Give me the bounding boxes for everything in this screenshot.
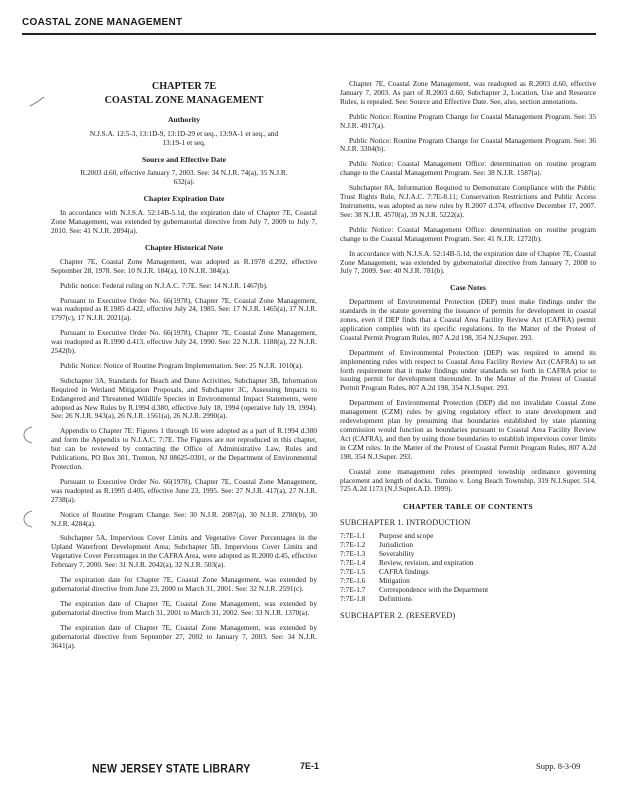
source-heading: Source and Effective Date bbox=[141, 154, 226, 164]
left-column bbox=[51, 80, 317, 656]
toc-section-number: 7:7E-1.7 bbox=[340, 584, 366, 594]
toc-section-number: 7:7E-1.2 bbox=[340, 540, 366, 550]
history-note: Chapter 7E, Coastal Zone Management, was readopted as R.2003 d.60, effective January 7, 2003. As part of R.2003 d.60, Subchapter 2, Location, Use and Resource Rules, is repealed. See: Source and Effective Date. See, also, section annotations. bbox=[340, 79, 596, 106]
toc-section-number: 7:7E-1.3 bbox=[340, 548, 366, 558]
running-title: COASTAL ZONE MANAGEMENT bbox=[22, 17, 183, 28]
history-note: Public Notice: Coastal Management Office: determination on routine program change to the Coastal Management Program. See: 41 N.J.R. 1272(b). bbox=[340, 224, 596, 243]
authority-heading: Authority bbox=[167, 114, 201, 124]
toc-section-title: Purpose and scope bbox=[379, 531, 434, 541]
toc-section-title: Definitions bbox=[379, 593, 412, 603]
toc-list bbox=[340, 532, 596, 603]
supplement-date: Supp. 8-3-09 bbox=[536, 761, 581, 771]
history-note: The expiration date of Chapter 7E, Coastal Zone Management, was extended by gubernatorial directive from March 31, 2001 to March 31, 2002. See: 33 N.J.R. 1370(a). bbox=[51, 598, 317, 617]
chapter-title: COASTAL ZONE MANAGEMENT bbox=[104, 94, 264, 106]
source-text: R.2003 d.60, effective January 7, 2003. See: 34 N.J.R. 74(a), 35 N.J.R. 632(a). bbox=[80, 168, 288, 187]
page-number: 7E-1 bbox=[300, 761, 320, 771]
history-note: Subchapter 3A, Standards for Beach and Dune Activities, Subchapter 3B, Information Required in Wetland Mitigation Proposals, and Subchapter 3C, Assessing Impacts to Endangered and Threatened Wildlife Species in Environmental Impact Statements, were adopted as New Rules by R.1994 d.380, effective July 18, 1994 (operative July 19, 1994). See: 26 N.J.R. 943(a), 26 N.J.R. 1561(a), 26 N.J.R. 2990(a). bbox=[51, 375, 317, 421]
history-note: Appendix to Chapter 7E: Figures 1 through 16 were adopted as a part of R.1994 d.380 and form the Appendix to N.J.A.C. 7:7E. The Figures are not reproduced in this chapter, but can be reviewed by contacting the Office of Administrative Law, Rules and Publications, PO Box 301, Trenton, NJ 08625-0301, or the Department of Environmental Protection. bbox=[51, 426, 317, 471]
history-note: Chapter 7E, Coastal Zone Management, was adopted as R.1978 d.292, effective September 28, 1978. See: 10 N.J.R. 184(a), 10 N.J.R. 384(a). bbox=[51, 256, 317, 275]
subchapter-2-heading: SUBCHAPTER 2. (RESERVED) bbox=[340, 611, 456, 621]
toc-section-number: 7:7E-1.8 bbox=[340, 593, 366, 603]
case-note: Department of Environmental Protection (DEP) was required to amend its implementing rules with respect to Coastal Area Facility Review Act (CAFRA) to set forth requirement that it make findings under standards set forth in CAFRA prior to issuing permit for development thereunder. In the Matter of the Protest of Coastal Permit Program Rules, 807 A.2d 198, 354 N.J.Super. 293. bbox=[340, 347, 596, 393]
margin-mark-icon bbox=[28, 94, 48, 110]
case-note: Department of Environmental Protection (DEP) did not invalidate Coastal Zone management (CZM) rules by giving regulatory effect to state development and redevelopment plan by presuming that boundaries established by state planning commission would function as boundaries pursuant to Coastal Area Facility Review Act (CAFRA), and then by using those boundaries to establish impervious cover limits in CZM rules. In the Matter of the Protest of Coastal Permit Program Rules, 807 A.2d 198, 354 N.J.Super. 293. bbox=[340, 398, 596, 461]
case-notes-heading: Case Notes bbox=[450, 283, 486, 293]
history-note: Public notice: Federal ruling on N.J.A.C. 7:7E. See: 14 N.J.R. 1467(b). bbox=[60, 280, 268, 290]
toc-section-title: Jurisdiction bbox=[379, 540, 414, 550]
case-note: Department of Environmental Protection (DEP) must make findings under the standards in the statute governing the issuance of permits for development in coastal zones, even if DEP finds that a Coastal Area Facility Review Act (CAFRA) permit application complies with its specific regulations. In the Matter of the Protest of Coastal Permit Program Rules, 807 A.2d 198, 354 N.J.Super. 293. bbox=[340, 297, 596, 342]
toc-section-number: 7:7E-1.4 bbox=[340, 557, 366, 567]
history-note: Public Notice: Coastal Management Office: determination on routine program change to the Coastal Management Program. See: 38 N.J.R. 1587(a). bbox=[340, 159, 596, 178]
history-note: The expiration date of Chapter 7E, Coastal Zone Management, was extended by gubernatorial directive from September 27, 2002 to January 7, 2003. See: 34 N.J.R. 3641(a). bbox=[51, 622, 317, 650]
history-note: Subchapter 5A, Impervious Cover Limits and Vegetative Cover Percentages in the Upland Waterfront Development Area; Subchapter 5B, Impervious Cover Limits and Vegetative Cover Percentages in the CAFRA Area, were adopted as R.2000 d.45, effective February 7, 2000. See: 31 N.J.R. 2042(a), 32 N.J.R. 503(a). bbox=[51, 533, 317, 570]
history-note: Public Notice: Notice of Routine Program Implementation. See: 25 N.J.R. 1010(a). bbox=[60, 360, 303, 370]
expiration-heading: Chapter Expiration Date bbox=[143, 194, 225, 204]
history-note: Subchapter 8A, Information Required to Demonstrate Compliance with the Public Trust Rights Rule, N.J.A.C. 7:7E-8.11; Conservation Restrictions and Public Access Instruments, was adopted as new rules by R.2007 d.374, effective December 17, 2007. See: 38 N.J.R. 4570(a), 39 N.J.R. 5222(a). bbox=[340, 183, 596, 219]
toc-section-title: CAFRA findings bbox=[379, 566, 429, 576]
toc-section-title: Review, revision, and expiration bbox=[379, 557, 474, 567]
margin-bracket-icon bbox=[20, 509, 36, 529]
chapter-number: CHAPTER 7E bbox=[151, 81, 217, 92]
history-note: Public Notice: Routine Program Change for Coastal Management Program. See: 35 N.J.R. 4917(a). bbox=[340, 111, 596, 130]
toc-section-number: 7:7E-1.6 bbox=[340, 575, 366, 585]
expiration-text: In accordance with N.J.S.A. 52:14B-5.1d, the expiration date of Chapter 7E, Coastal Zone Management, was extended by gubernatorial directive from July 7, 2009 to July 7, 2010. See: 41 N.J.R. 2894(a). bbox=[51, 208, 317, 235]
toc-section-title: Correspondence with the Department bbox=[379, 584, 489, 594]
toc-section-title: Mitigation bbox=[379, 575, 410, 585]
margin-bracket-icon bbox=[20, 425, 36, 445]
case-note: Coastal zone management rules preempted township ordinance governing placement and length of docks. Tumino v. Long Beach Township, 319 N.J.Super. 514, 725 A.2d 1173 (N.J.Super.A.D. 1999). bbox=[340, 466, 596, 494]
subchapter-1-heading: SUBCHAPTER 1. INTRODUCTION bbox=[340, 518, 471, 528]
history-note: Pursuant to Executive Order No. 66(1978), Chapter 7E, Coastal Zone Management, was readopted as R.1990 d.413, effective July 24, 1990. See: 22 N.J.R. 1188(a), 22 N.J.R. 2542(b). bbox=[51, 328, 317, 356]
history-note: Public Notice: Routine Program Change for Coastal Management Program. See: 36 N.J.R. 3304(b). bbox=[340, 135, 596, 154]
library-stamp: NEW JERSEY STATE LIBRARY bbox=[92, 762, 251, 776]
history-note: In accordance with N.J.S.A. 52:14B-5.1d, the expiration date of Chapter 7E, Coastal Zone Management, was extended by gubernatorial directive from January 7, 2008 to July 7, 2009. See: 40 N.J.R. 781(b). bbox=[340, 248, 596, 276]
history-note: Notice of Routine Program Change. See: 30 N.J.R. 2087(a), 30 N.J.R. 2780(b), 30 N.J.R. 4284(a). bbox=[51, 509, 317, 528]
running-header bbox=[22, 10, 596, 35]
history-note: Pursuant to Executive Order No. 66(1978), Chapter 7E, Coastal Zone Management, was readopted as R.1995 d.405, effective June 23, 1995. See: 27 N.J.R. 417(a), 27 N.J.R. 2738(a). bbox=[51, 476, 317, 504]
toc-row bbox=[340, 595, 596, 604]
toc-section-number: 7:7E-1.1 bbox=[340, 531, 366, 541]
right-column bbox=[340, 80, 596, 625]
toc-section-title: Severability bbox=[379, 548, 415, 558]
history-note: The expiration date for Chapter 7E, Coastal Zone Management, was extended by gubernatorial directive from June 23, 2000 to March 31, 2001. See: 32 N.J.R. 2591(c). bbox=[51, 575, 317, 593]
toc-section-number: 7:7E-1.5 bbox=[340, 566, 366, 576]
toc-heading: CHAPTER TABLE OF CONTENTS bbox=[403, 502, 533, 512]
history-heading: Chapter Historical Note bbox=[145, 242, 223, 252]
history-note: Pursuant to Executive Order No. 66(1978), Chapter 7E, Coastal Zone Management, was readopted as R.1985 d.422, effective July 24, 1985. See: 17 N.J.R. 1465(a), 17 N.J.R. 1797(c), 17 N.J.R. 2021(a). bbox=[51, 295, 317, 323]
authority-text: N.J.S.A. 12:5-3, 13:1D-9, 13:1D-29 et seq., 13:9A-1 et seq., and 13:19-1 et seq. bbox=[89, 128, 279, 147]
